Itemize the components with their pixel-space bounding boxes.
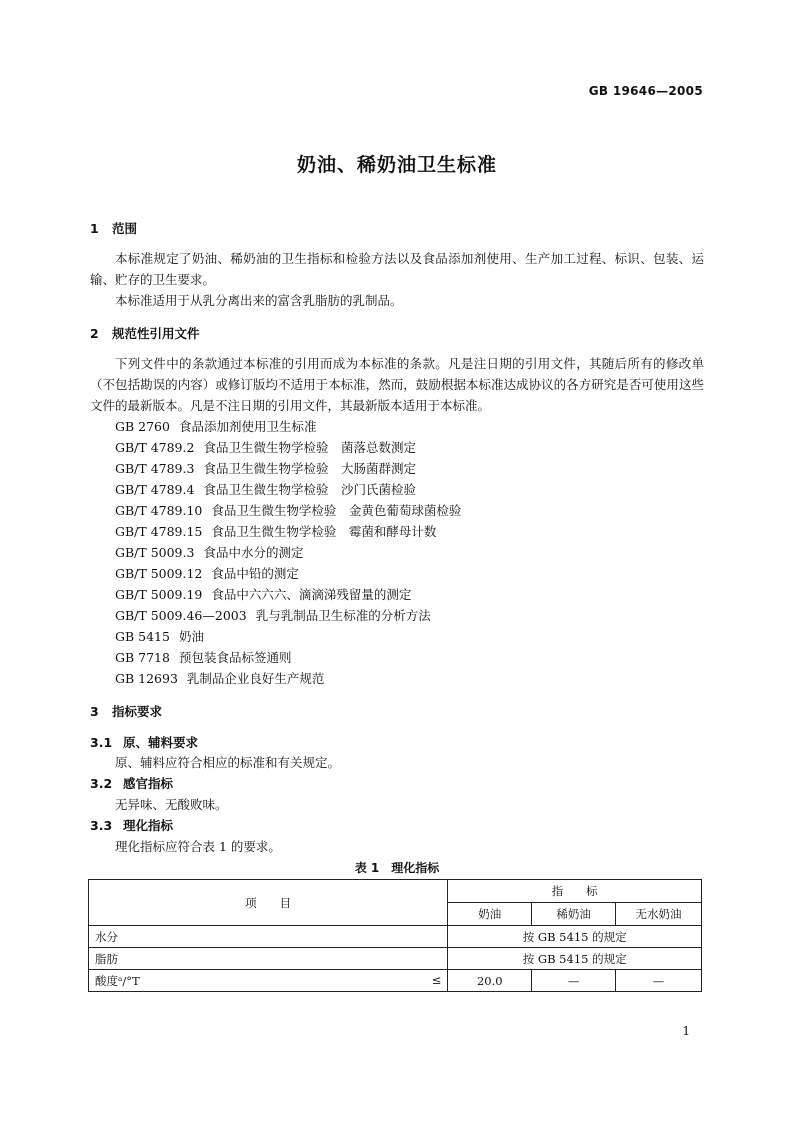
section-title: 范围 (112, 221, 138, 236)
reference-code: GB/T 5009.3 (115, 545, 195, 560)
row-item-with-qualifier (89, 970, 448, 992)
reference-item (115, 500, 461, 521)
subsection-number: 3.3 (90, 818, 113, 833)
section-number: 2 (90, 326, 99, 341)
reference-title: 奶油 (178, 629, 204, 644)
reference-title: 食品添加剂使用卫生标准 (178, 419, 317, 434)
reference-title: 乳制品企业良好生产规范 (186, 671, 325, 686)
reference-code: GB/T 4789.10 (115, 503, 203, 518)
section-number: 1 (90, 221, 99, 236)
reference-code: GB/T 4789.3 (115, 461, 195, 476)
scope-paragraph-2: 本标准适用于从乳分离出来的富含乳脂肪的乳制品。 (115, 293, 403, 308)
subsection-3-2-text: 无异味、无酸败味。 (115, 797, 228, 812)
row-value: 20.0 (448, 970, 532, 992)
reference-item (115, 626, 204, 647)
subsection-3-3-text: 理化指标应符合表 1 的要求。 (115, 839, 281, 854)
row-merged-value: 按 GB 5415 的规定 (448, 926, 702, 948)
row-value: — (532, 970, 616, 992)
table-row (89, 970, 702, 992)
section-number: 3 (90, 704, 99, 719)
row-value: — (616, 970, 702, 992)
reference-title: 食品中水分的测定 (203, 545, 304, 560)
reference-title: 食品卫生微生物学检验 霉菌和酵母计数 (211, 524, 437, 539)
row-item: 酸度ᵃ/°T (95, 973, 140, 988)
reference-title: 食品卫生微生物学检验 菌落总数测定 (203, 440, 416, 455)
reference-item (115, 605, 431, 626)
subsection-3-1-text: 原、辅料应符合相应的标准和有关规定。 (115, 755, 341, 770)
subsection-number: 3.2 (90, 776, 113, 791)
standard-number: GB 19646—2005 (588, 84, 703, 98)
subsection-3-3-heading (90, 816, 173, 834)
indicator-group-header: 指 标 (448, 880, 702, 903)
references-intro: 下列文件中的条款通过本标准的引用而成为本标准的条款。凡是注日期的引用文件，其随后所有的修改单（不包括勘误的内容）或修订版均不适用于本标准，然而，鼓励根据本标准达成协议的各方研究是否可使用这些文件的最新版本。凡是不注日期的引用文件，其最新版本适用于本标准。 (90, 356, 704, 413)
reference-code: GB 2760 (115, 419, 170, 434)
reference-item (115, 647, 291, 668)
reference-item (115, 563, 299, 584)
reference-title: 食品中六六六、滴滴涕残留量的测定 (211, 587, 412, 602)
reference-title: 乳与乳制品卫生标准的分析方法 (255, 608, 431, 623)
row-item: 脂肪 (89, 948, 448, 970)
section-title: 规范性引用文件 (112, 326, 200, 341)
reference-title: 食品卫生微生物学检验 大肠菌群测定 (203, 461, 416, 476)
physicochemical-table (88, 879, 702, 992)
reference-item (115, 521, 436, 542)
reference-item (115, 668, 324, 689)
section-title: 指标要求 (112, 704, 163, 719)
reference-item (115, 479, 416, 500)
reference-title: 食品卫生微生物学检验 金黄色葡萄球菌检验 (211, 503, 462, 518)
reference-code: GB/T 4789.2 (115, 440, 195, 455)
column-header-anhydrous-butter: 无水奶油 (616, 903, 702, 926)
reference-item (115, 542, 303, 563)
page-number: 1 (682, 1024, 690, 1038)
reference-code: GB 5415 (115, 629, 170, 644)
reference-item (115, 437, 416, 458)
reference-code: GB/T 4789.15 (115, 524, 203, 539)
reference-code: GB/T 5009.12 (115, 566, 203, 581)
reference-code: GB/T 5009.46—2003 (115, 608, 247, 623)
table-caption: 表 1 理化指标 (354, 861, 440, 875)
reference-title: 食品中铅的测定 (211, 566, 299, 581)
reference-item (115, 416, 316, 437)
section-3-heading (90, 702, 162, 720)
reference-code: GB 7718 (115, 650, 170, 665)
reference-item (115, 584, 411, 605)
item-header: 项 目 (89, 880, 448, 926)
reference-code: GB/T 5009.19 (115, 587, 203, 602)
table-row (89, 948, 702, 970)
subsection-title: 原、辅料要求 (123, 735, 199, 750)
subsection-3-2-heading (90, 774, 173, 792)
reference-code: GB 12693 (115, 671, 178, 686)
table-header-row (89, 880, 702, 903)
section-1-heading (90, 219, 137, 237)
column-header-butter: 奶油 (448, 903, 532, 926)
subsection-title: 理化指标 (123, 818, 174, 833)
column-header-cream: 稀奶油 (532, 903, 616, 926)
reference-code: GB/T 4789.4 (115, 482, 195, 497)
subsection-title: 感官指标 (123, 776, 174, 791)
reference-item (115, 458, 416, 479)
row-merged-value: 按 GB 5415 的规定 (448, 948, 702, 970)
less-equal-symbol: ≤ (431, 972, 442, 987)
scope-paragraph-1: 本标准规定了奶油、稀奶油的卫生指标和检验方法以及食品添加剂使用、生产加工过程、标识、包装、运输、贮存的卫生要求。 (90, 251, 704, 287)
subsection-number: 3.1 (90, 735, 113, 750)
reference-title: 预包装食品标签通则 (178, 650, 292, 665)
table-row (89, 926, 702, 948)
reference-title: 食品卫生微生物学检验 沙门氏菌检验 (203, 482, 416, 497)
document-title: 奶油、稀奶油卫生标准 (296, 154, 497, 176)
row-item: 水分 (89, 926, 448, 948)
section-2-heading (90, 324, 200, 342)
subsection-3-1-heading (90, 733, 198, 751)
